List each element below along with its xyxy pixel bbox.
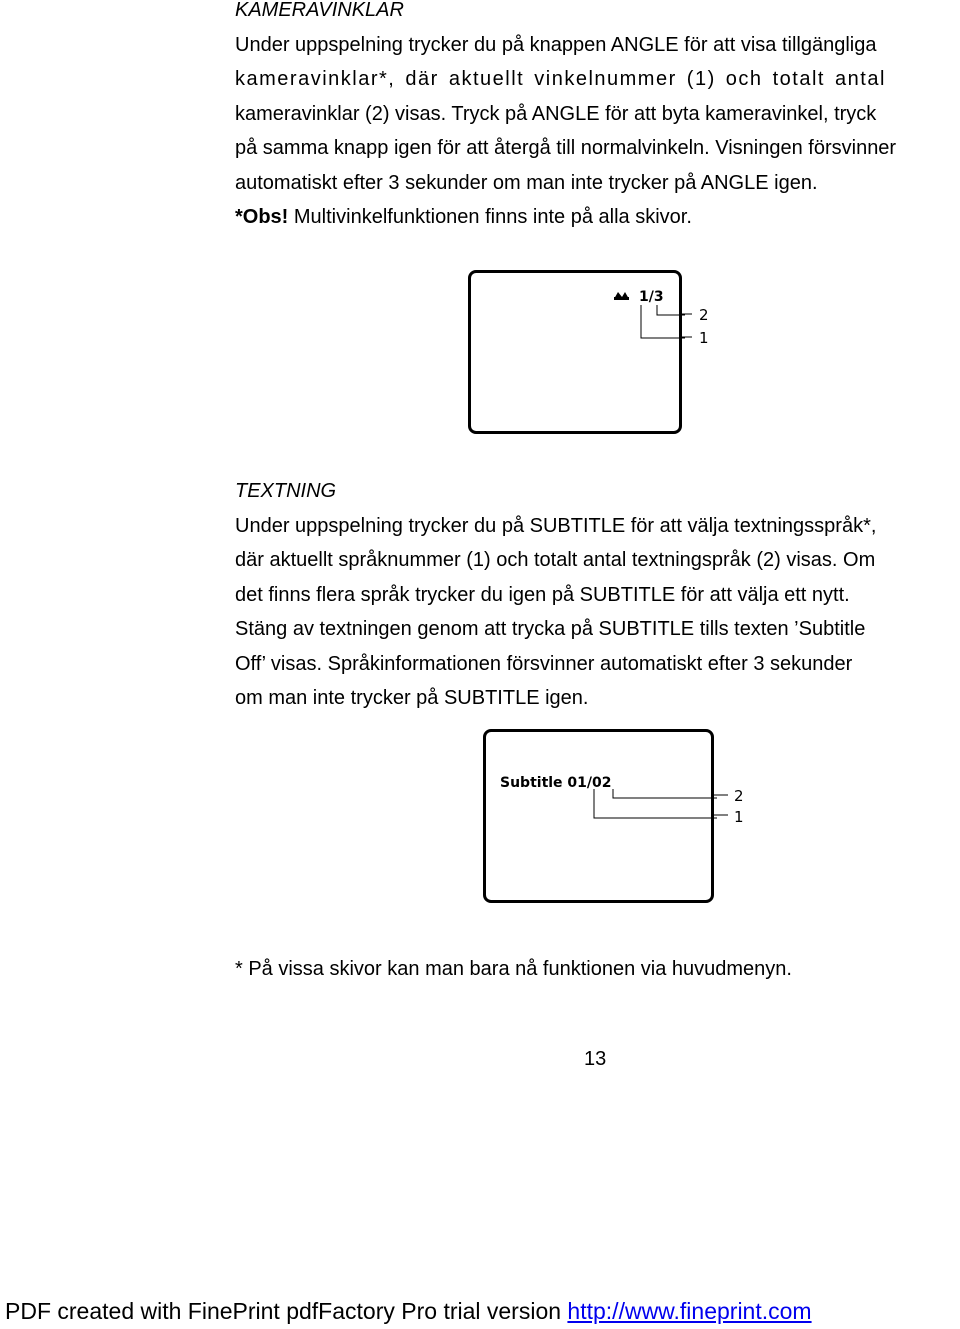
subtitle-callout-1: 1 <box>734 808 744 826</box>
subtitle-callouts <box>712 784 752 834</box>
textning-section <box>235 474 960 716</box>
fineprint-link[interactable]: http://www.fineprint.com <box>567 1298 812 1324</box>
kameravinklar-line-5: automatiskt efter 3 sekunder om man inte trycker på ANGLE igen. <box>235 171 818 194</box>
angle-screen-illustration <box>468 270 682 434</box>
textning-line-3: det finns flera språk trycker du igen på SUBTITLE för att välja ett nytt. <box>235 583 850 606</box>
textning-line-1: Under uppspelning trycker du på SUBTITLE för att välja textningsspråk*, <box>235 514 877 537</box>
textning-line-2: där aktuellt språknummer (1) och totalt antal textningspråk (2) visas. Om <box>235 549 876 571</box>
subtitle-callout-2: 2 <box>734 787 744 805</box>
subtitle-screen-illustration <box>483 729 714 903</box>
footnote: * På vissa skivor kan man bara nå funktionen via huvudmenyn. <box>235 958 792 980</box>
kameravinklar-line-2: kameravinklar*, där aktuellt vinkelnummer (1) och totalt antal <box>235 68 886 90</box>
textning-line-4: Stäng av textningen genom att trycka på SUBTITLE tills texten ’Subtitle <box>235 618 866 640</box>
subtitle-indicator: Subtitle 01/02 <box>500 775 612 791</box>
pdf-footer <box>5 1298 812 1325</box>
angle-callout-1: 1 <box>699 329 709 347</box>
subtitle-callout-line-current <box>594 789 717 818</box>
angle-callouts <box>680 300 720 350</box>
kameravinklar-obs-line <box>235 200 960 235</box>
callout-line-current <box>641 305 685 338</box>
kameravinklar-line-4: på samma knapp igen för att återgå till normalvinkeln. Visningen försvinner <box>235 137 897 159</box>
angle-callout-2: 2 <box>699 306 709 324</box>
kameravinklar-line-1: Under uppspelning trycker du på knappen ANGLE för att visa tillgängliga <box>235 33 877 56</box>
textning-line-5: Off’ visas. Språkinformationen försvinner automatiskt efter 3 sekunder <box>235 652 853 675</box>
obs-text: Multivinkelfunktionen finns inte på alla skivor. <box>288 206 692 228</box>
kameravinklar-line-3: kameravinklar (2) visas. Tryck på ANGLE för att byta kameravinkel, tryck <box>235 102 877 125</box>
camera-angle-icon <box>614 292 629 300</box>
subtitle-callout-line-total <box>613 789 717 798</box>
angle-indicator: 1/3 <box>639 289 664 305</box>
page-number: 13 <box>584 1048 607 1070</box>
kameravinklar-heading: KAMERAVINKLAR <box>235 0 404 21</box>
textning-line-6: om man inte trycker på SUBTITLE igen. <box>235 687 589 709</box>
pdf-footer-text: PDF created with FinePrint pdfFactory Pro trial version <box>5 1298 568 1324</box>
textning-heading: TEXTNING <box>235 480 337 502</box>
obs-label: *Obs! <box>235 206 289 228</box>
kameravinklar-section <box>235 0 960 235</box>
